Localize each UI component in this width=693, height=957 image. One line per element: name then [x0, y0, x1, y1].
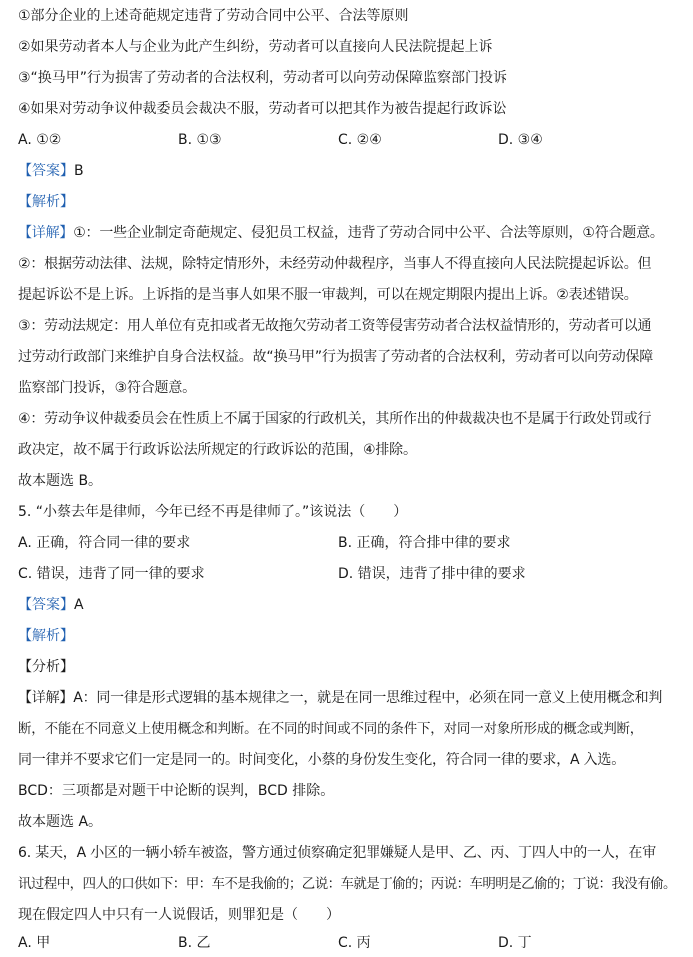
q6-stem-line-2: 讯过程中，四人的口供如下：甲：车不是我偷的；乙说：车就是丁偷的；丙说：车明明是乙偷的；丁说：我没有偷。 — [18, 876, 676, 892]
q5-analysis-line — [18, 626, 683, 646]
q4-detail-line-3: 提起诉讼不是上诉。上诉指的是当事人如果不服一审裁判，可以在规定期限内提出上诉。②表述错误。 — [18, 287, 638, 303]
q4-statement-1: ①部分企业的上述奇葩规定违背了劳动合同中公平、合法等原则 — [18, 8, 409, 24]
q4-statement-2: ②如果劳动者本人与企业为此产生纠纷，劳动者可以直接向人民法院提起上诉 — [18, 39, 493, 55]
answer-tag: 【答案】 — [18, 163, 74, 179]
q5-conclusion: 故本题选 A。 — [18, 814, 103, 830]
q5-answer: A — [74, 597, 84, 613]
q4-detail-line-6: 监察部门投诉，③符合题意。 — [18, 380, 196, 396]
q5-detail-line-3: 同一律并不要求它们一定是同一的。时间变化，小蔡的身份发生变化，符合同一律的要求，A 入选。 — [18, 752, 626, 768]
q4-answer-line — [18, 161, 683, 181]
q5-answer-line — [18, 595, 683, 615]
analysis-tag: 【解析】 — [18, 628, 74, 644]
q6-option-d: D. 丁 — [498, 935, 532, 951]
q4-detail-line-8: 政决定，故不属于行政诉讼法所规定的行政诉讼的范围，④排除。 — [18, 442, 417, 458]
q5-detail-line-1 — [18, 688, 683, 708]
q6-option-b: B. 乙 — [178, 935, 211, 951]
answer-tag: 【答案】 — [18, 597, 74, 613]
q5-detail-text-1: A：同一律是形式逻辑的基本规律之一，就是在同一思维过程中，必须在同一意义上使用概念和判 — [73, 690, 663, 706]
q6-stem-line-1: 6. 某天，A 小区的一辆小轿车被盗，警方通过侦察确定犯罪嫌疑人是甲、乙、丙、丁四人中的一人，在审 — [18, 845, 657, 861]
q5-option-a: A. 正确，符合同一律的要求 — [18, 535, 191, 551]
q5-option-c: C. 错误，违背了同一律的要求 — [18, 566, 205, 582]
q4-option-b: B. ①③ — [178, 132, 222, 148]
q4-analysis-line — [18, 192, 683, 212]
detail-tag: 【详解】 — [18, 225, 74, 241]
q4-detail-line-4: ③：劳动法规定：用人单位有克扣或者无故拖欠劳动者工资等侵害劳动者合法权益情形的，劳动者可以通 — [18, 318, 652, 334]
q6-option-a: A. 甲 — [18, 935, 51, 951]
q4-statement-4: ④如果对劳动争议仲裁委员会裁决不服，劳动者可以把其作为被告提起行政诉讼 — [18, 101, 507, 117]
q5-fenxi-line — [18, 657, 683, 677]
q6-stem-line-3: 现在假定四人中只有一人说假话，则罪犯是（ ） — [18, 907, 340, 923]
q4-detail-line-5: 过劳动行政部门来维护自身合法权益。故“换马甲”行为损害了劳动者的合法权利，劳动者可以向劳动保障 — [18, 349, 654, 365]
q4-option-c: C. ②④ — [338, 132, 382, 148]
q4-statement-3: ③“换马甲”行为损害了劳动者的合法权利，劳动者可以向劳动保障监察部门投诉 — [18, 70, 508, 86]
q5-option-b: B. 正确，符合排中律的要求 — [338, 535, 511, 551]
q5-stem: 5. “小蔡去年是律师，今年已经不再是律师了。”该说法（ ） — [18, 504, 408, 520]
analysis-tag: 【解析】 — [18, 194, 74, 210]
detail-tag: 【详解】 — [18, 690, 74, 706]
q4-answer: B — [74, 163, 84, 179]
q4-detail-line-7: ④：劳动争议仲裁委员会在性质上不属于国家的行政机关，其所作出的仲裁裁决也不是属于行政处罚或行 — [18, 411, 652, 427]
q4-conclusion: 故本题选 B。 — [18, 473, 103, 489]
q4-option-a: A. ①② — [18, 132, 62, 148]
q6-option-c: C. 丙 — [338, 935, 371, 951]
q4-option-d: D. ③④ — [498, 132, 543, 148]
q4-detail-line-2: ②：根据劳动法律、法规，除特定情形外，未经劳动仲裁程序，当事人不得直接向人民法院提起诉讼。但 — [18, 256, 652, 272]
fenxi-tag: 【分析】 — [18, 659, 74, 675]
q5-detail-line-2: 断，不能在不同意义上使用概念和判断。在不同的时间或不同的条件下，对同一对象所形成的概念或判断， — [18, 721, 644, 737]
q4-detail-line-1 — [18, 223, 683, 243]
q4-detail-text-1: ①：一些企业制定奇葩规定、侵犯员工权益，违背了劳动合同中公平、合法等原则，①符合题意。 — [73, 225, 664, 241]
q5-detail-line-4: BCD：三项都是对题干中论断的误判，BCD 排除。 — [18, 783, 335, 799]
q5-option-d: D. 错误，违背了排中律的要求 — [338, 566, 526, 582]
